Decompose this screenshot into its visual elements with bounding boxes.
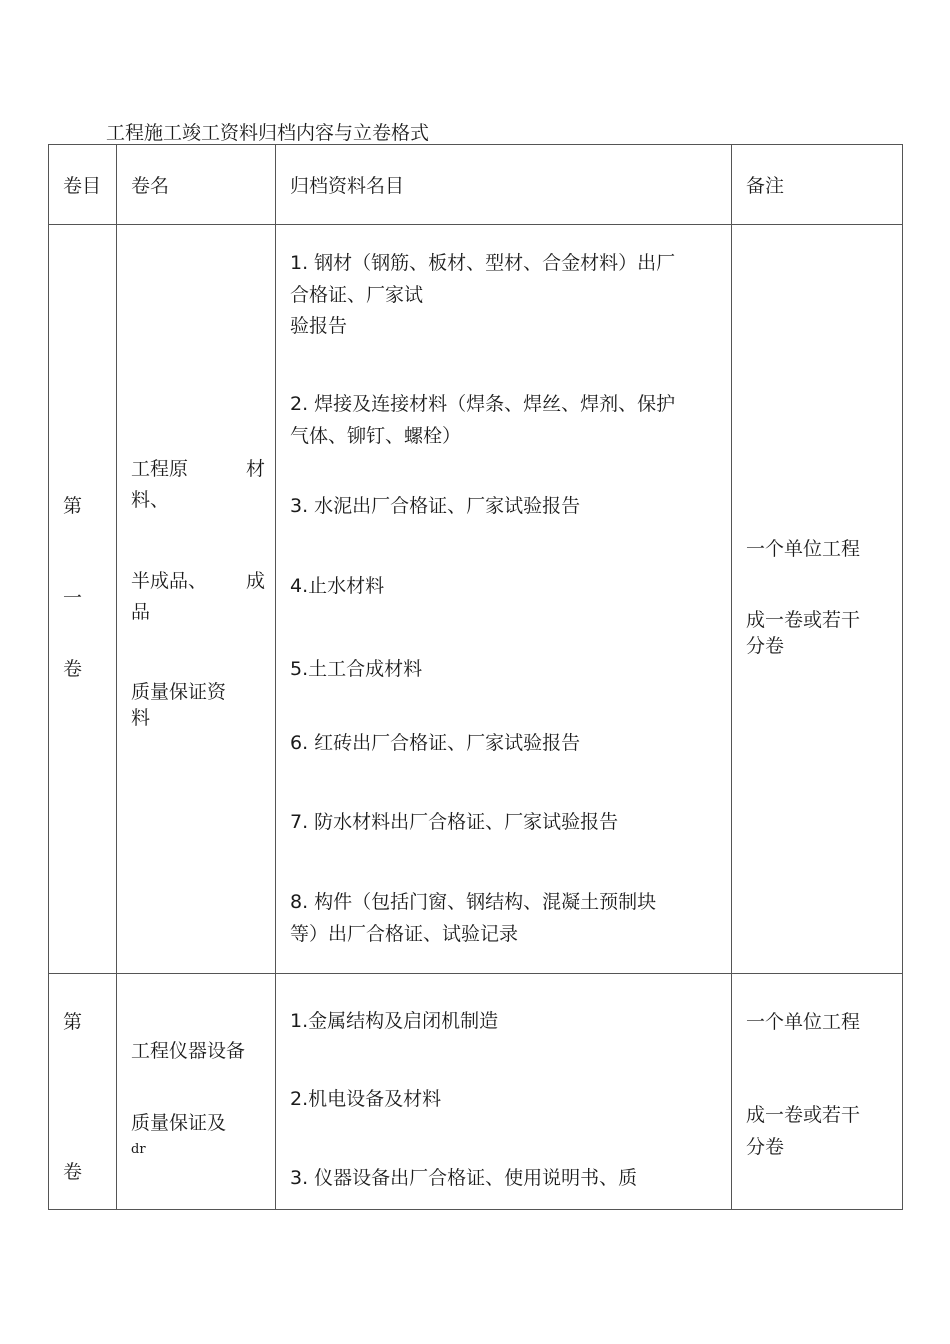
s1-item: 6. 红砖出厂合格证、厂家试验报告 — [290, 732, 581, 754]
s2-note-line: 分卷 — [746, 1136, 785, 1158]
s2-note-line: 成一卷或若干 — [746, 1104, 861, 1126]
header-volume: 卷目 — [63, 175, 102, 197]
s1-volume-char: 第 — [63, 495, 83, 517]
s1-name-line: 工程原 材 — [131, 458, 265, 480]
s2-note-line: 一个单位工程 — [746, 1011, 861, 1033]
page-title: 工程施工竣工资料归档内容与立卷格式 — [106, 122, 430, 144]
s1-name-line: 半成品、 成 — [131, 570, 265, 592]
s2-name-line: 工程仪器设备 — [131, 1040, 246, 1062]
header-archive-items: 归档资料名目 — [290, 175, 405, 197]
s2-item: 1.金属结构及启闭机制造 — [290, 1010, 499, 1032]
s2-volume-char: 第 — [63, 1011, 83, 1033]
s1-item: 5.土工合成材料 — [290, 658, 423, 680]
header-volume-name: 卷名 — [131, 175, 170, 197]
s1-name-line: 品 — [131, 601, 151, 623]
s1-name-line: 料、 — [131, 489, 170, 511]
s2-volume-char: 卷 — [63, 1161, 83, 1183]
s1-name-line: 质量保证资 — [131, 681, 227, 703]
s2-item: 3. 仪器设备出厂合格证、使用说明书、质 — [290, 1167, 638, 1189]
s1-volume-char: 卷 — [63, 658, 83, 680]
s1-volume-char: 一 — [63, 587, 83, 609]
s2-name-line: 质量保证及 — [131, 1112, 227, 1134]
s1-note-line: 成一卷或若干 — [746, 609, 861, 631]
s1-item: 3. 水泥出厂合格证、厂家试验报告 — [290, 495, 581, 517]
header-notes: 备注 — [746, 175, 785, 197]
s1-note-line: 分卷 — [746, 635, 785, 657]
s2-name-line: dr — [131, 1142, 146, 1157]
s2-item: 2.机电设备及材料 — [290, 1088, 442, 1110]
s1-note-line: 一个单位工程 — [746, 538, 861, 560]
s1-item: 7. 防水材料出厂合格证、厂家试验报告 — [290, 811, 619, 833]
s1-item: 4.止水材料 — [290, 575, 385, 597]
s1-name-line: 料 — [131, 707, 151, 729]
